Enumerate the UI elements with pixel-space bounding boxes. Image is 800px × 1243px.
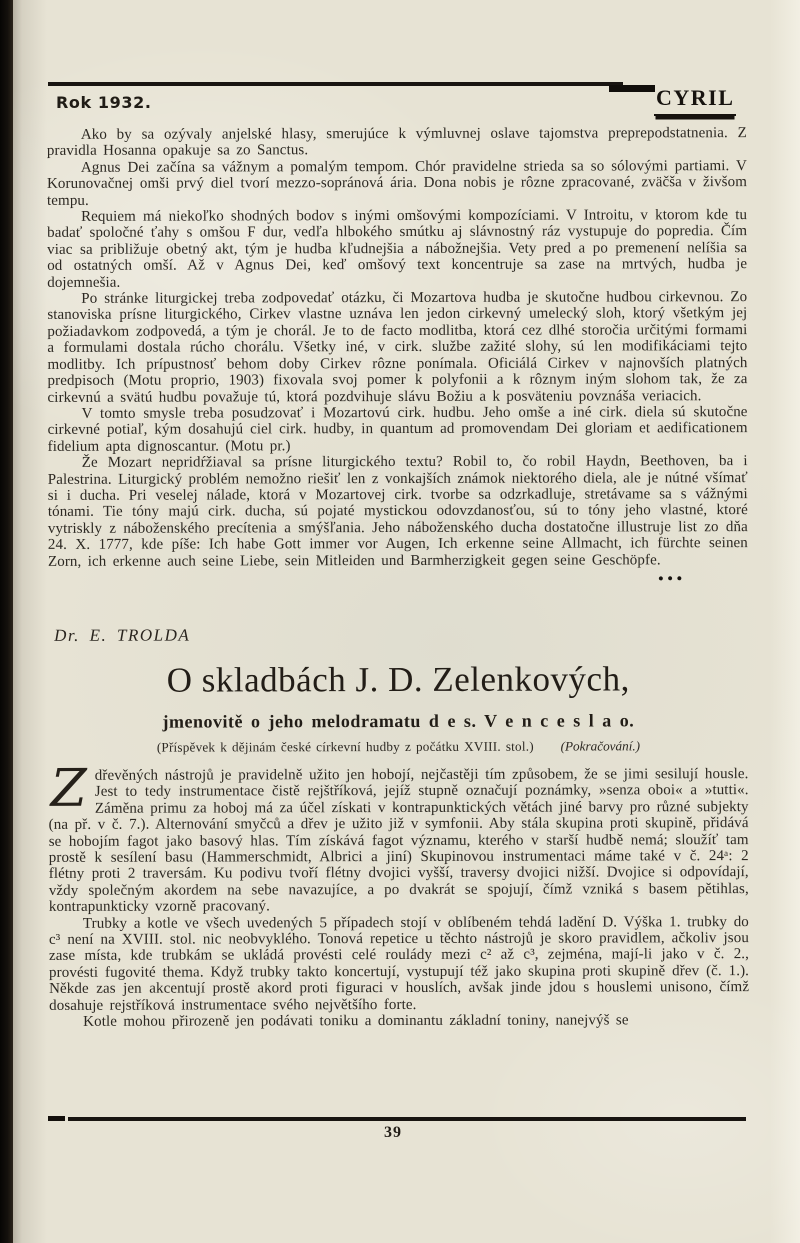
- paragraph: V tomto smysle treba posudzovať i Mozartovú cirk. hudbu. Jeho omše a iné cirk. diela sú skutočne cirkevné potiaľ, kým dosahujú ciel cirk. hudby, in quantum ad promovendam Dei gloriam et aedificationem fidelium apta dignoscantur. (Motu pr.): [47, 403, 748, 455]
- paragraph: Trubky a kotle ve všech uvedených 5 případech stojí v oblíbeném tehdá ladění D. Výška 1. trubky do c³ není na XVIII. stol. nic neobvyklého. Tonová repetice u těchto nástrojů je skoro pravidlem, ačkoliv jsou zase místa, kde trubkám se ukládá provésti celé roulády mezi c² až c³, zejména, mají-li jako v č. 2., provésti fugovité thema. Když trubky takto koncertují, vystupují též jako skupina proti skupině dřev (č. 1.). Někde zas jen akcentují prostě akord proti figuraci v houslích, avšak jinde jdou s houslemi unisono, čímž dosahuje rejstříková instrumentace svého největšího forte.: [48, 913, 750, 1014]
- page-number: 39: [384, 1124, 402, 1141]
- credit-row: [48, 738, 748, 756]
- article-end-ornament: •••: [658, 571, 687, 588]
- paragraph: Ako by sa ozývaly anjelské hlasy, smerujúce k výmluvnej oslave tajomstva preprepodstatnenia. Z pravidla Hosanna opakuje sa zo Sanctus.: [46, 125, 747, 160]
- article-subtitle: jmenovitě o jeho melodramatu d e s. V e n c e s l a o.: [162, 710, 635, 732]
- paragraph: Requiem má niekoľko shodných bodov s inými omšovými kompozíciami. V Introitu, v ktorom kde tu badať spoločné ťahy s omšou F dur, vedľa hlbokého smútku aj slávnostný ráz vystupuje do popredia. Čím viac sa približuje obetný akt, tým je hudba kľudnejšia a nábožnejšia. Vety pred a po premenení nelíšia sa od ostatných omší. Až v Agnus Dei, keď omšový text koncentruje sa zase na mrtvých, hudba je dojemnešia.: [47, 207, 748, 291]
- article-credit: (Příspěvek k dějinám české církevní hudby z počátku XVIII. stol.): [156, 738, 534, 755]
- author-byline: Dr. E. TROLDA: [54, 625, 191, 645]
- header-rule: [48, 82, 623, 86]
- header-rule-dash: [609, 85, 655, 92]
- volume-label: Rok 1932.: [56, 93, 152, 112]
- paragraph-with-dropcap: [48, 758, 749, 916]
- paragraph: Agnus Dei začína sa vážnym a pomalým tempom. Chór pravidelne strieda sa so sólovými partiami. V Korunovačnej omši prvý diel tvorí mezzo-sopránová ária. Dona nobis je rôzne zpracované, zväčša v živšom tempu.: [46, 157, 747, 209]
- footer-rule-dash: [48, 1116, 65, 1121]
- paragraph: Kotle mohou přirozeně jen podávati toniku a dominantu základní toniny, nanejvýš se: [83, 1012, 629, 1030]
- scan-edge-left: [0, 0, 13, 1243]
- paragraph: Že Mozart nepridŕžiaval sa prísne liturgického textu? Robil to, čo robil Haydn, Beethoven, ba i Palestrina. Liturgický problém nemožno riešiť len z vonkajších známok niektorého diela, ale je nútné všímať si i ducha. Pri veselej nálade, ktorá v Mozartovej cirk. tvorbe sa odzrkadluje, stretávame sa s vážnými tónami. Tie tóny majú cirk. ducha, sú pojaté mystickou odovzdanosťou, sú to tóny jeho vlastné, ktoré vytriskly z náboženského precítenia a smýšľania. Jeho náboženského ducha dostatočne illustruje list zo dňa 24. X. 1777, kde píše: Ich habe Gott immer vor Augen, Ich erkenne seine Allmacht, ich fürchte seinen Zorn, ich erkenne auch seine Liebe, sein Mitleiden und Barmherzigkeit gegen seine Geschöpfe.: [47, 453, 748, 570]
- footer-rule: [68, 1117, 746, 1121]
- article-title: O skladbách J. D. Zelenkových,: [166, 659, 630, 700]
- paragraph: Po stránke liturgickej treba zodpovedať otázku, či Mozartova hudba je skutočne hudbou cirkevnou. Zo stanoviska prísne liturgického, Cirkev vlastne uznáva len jedon cirkevný umelecký sloh, ktorý všetkým jej požiadavkom zodpovedá, a tým je chorál. Je to de facto modlitba, ktorá cez dlhé storočia určitými formami a formulami dostala rúcho chorálu. Všetky iné, v cirk. službe zažité slohy, sú len modifikáciami tejto modlitby. Ich prípustnosť behom doby Cirkev rôzne ponímala. Oficiálá Cirkev v najnovších platných predpisoch (Motu proprio, 1903) fixovala svoj pomer k polyfonii a k rôznym iným slohom tak, že za cirkevnú a svätú hudbu považuje tú, ktorá pozdvihuje slávu Božiu a k posväteniu povznáša veriacich.: [47, 289, 748, 406]
- paper: [13, 0, 800, 1243]
- page-content: [47, 125, 749, 1030]
- drop-cap: Z: [50, 758, 87, 819]
- continuation-note: (Pokračování.): [560, 738, 641, 754]
- journal-title: CYRIL: [654, 85, 736, 116]
- paragraph-text: dřevěných nástrojů je pravidelně užito jen hobojí, nejčastěji tím způsobem, že se jimi sesilují housle. Jest to tedy instrumentace čistě rejštříková, jejíž stupně označují poznámky, »senza oboi« a »tutti«. Záměna primu za hoboj má za účel získati v kontrapunktických větách jiné barvy pro různé subjekty (na př. v č. 7.). Alternování smyčců a dřev je užito již v symfonii. Aby stála skupina proti skupině, přidává se hobojím fagot jako basový hlas. Tím získává fagot významu, kterého v starší hudbě nemá; sloužíť tam prostě k sesílení basu (Hammerschmidt, Albrici a jiní) Skupinovou instrumentaci máme také v č. 24ᵃ: 2 flétny proti 2 traversám. Ku podivu tvoří flétny dvojici vyšší, traversy dvojici nižší. Dvojice si odpovídají, vždy společným akordem na sebe navazujíce, a po dvakrát se spojují, čímž vzniká s basem pětihlas, kontrapunkticky vzorně pracovaný.: [48, 766, 749, 916]
